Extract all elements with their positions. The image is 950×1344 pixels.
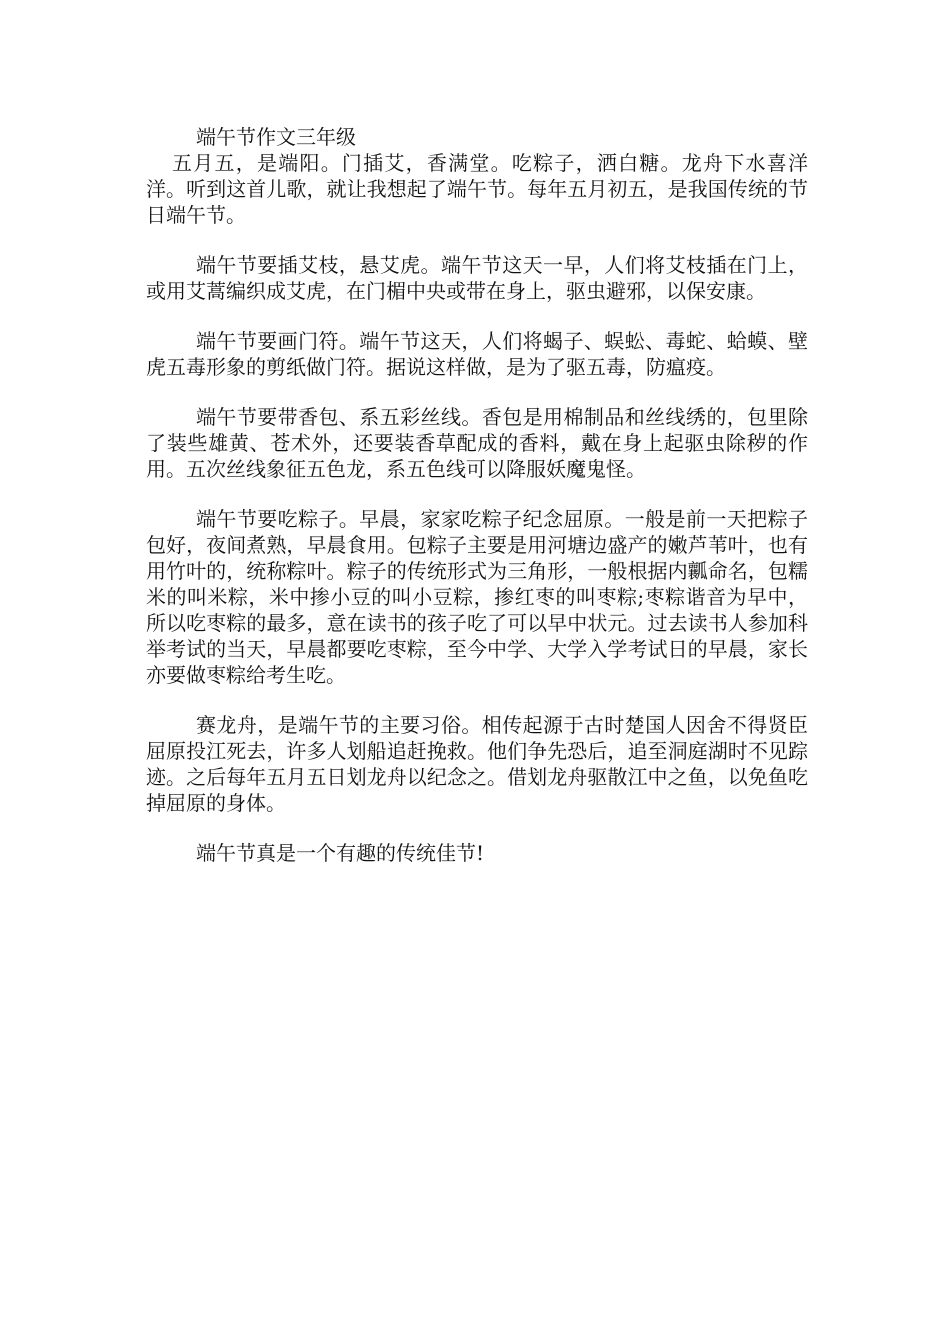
essay-paragraph-5: 端午节要吃粽子。早晨，家家吃粽子纪念屈原。一般是前一天把粽子包好，夜间煮熟，早晨食用。包粽子主要是用河塘边盛产的嫩芦苇叶，也有用竹叶的，统称粽叶。粽子的传统形式为三角形，一般根据内瓤命名，包糯米的叫米粽，米中掺小豆的叫小豆粽，掺红枣的叫枣粽;枣粽谐音为早中，所以吃枣粽的最多，意在读书的孩子吃了可以早中状元。过去读书人参加科举考试的当天，早晨都要吃枣粽，至今中学、大学入学考试日的早晨，家长亦要做枣粽给考生吃。 (146, 507, 808, 687)
essay-paragraph-3: 端午节要画门符。端午节这天，人们将蝎子、蜈蚣、毒蛇、蛤蟆、壁虎五毒形象的剪纸做门符。据说这样做，是为了驱五毒，防瘟疫。 (146, 329, 808, 379)
essay-paragraph-7: 端午节真是一个有趣的传统佳节! (196, 841, 485, 865)
essay-paragraph-6: 赛龙舟，是端午节的主要习俗。相传起源于古时楚国人因舍不得贤臣屈原投江死去，许多人划船追赶挽救。他们争先恐后，追至洞庭湖时不见踪迹。之后每年五月五日划龙舟以纪念之。借划龙舟驱散江中之鱼，以免鱼吃掉屈原的身体。 (146, 713, 808, 815)
essay-paragraph-4: 端午节要带香包、系五彩丝线。香包是用棉制品和丝线绣的，包里除了装些雄黄、苍术外，还要装香草配成的香料，戴在身上起驱虫除秽的作用。五次丝线象征五色龙，系五色线可以降服妖魔鬼怪。 (146, 405, 808, 481)
essay-paragraph-2: 端午节要插艾枝，悬艾虎。端午节这天一早，人们将艾枝插在门上，或用艾蒿编织成艾虎，在门楣中央或带在身上，驱虫避邪，以保安康。 (146, 253, 808, 303)
essay-paragraph-1: 五月五，是端阳。门插艾，香满堂。吃粽子，洒白糖。龙舟下水喜洋洋。听到这首儿歌，就让我想起了端午节。每年五月初五，是我国传统的节日端午节。 (146, 151, 808, 227)
essay-title: 端午节作文三年级 (196, 125, 356, 149)
essay-body (146, 124, 808, 866)
